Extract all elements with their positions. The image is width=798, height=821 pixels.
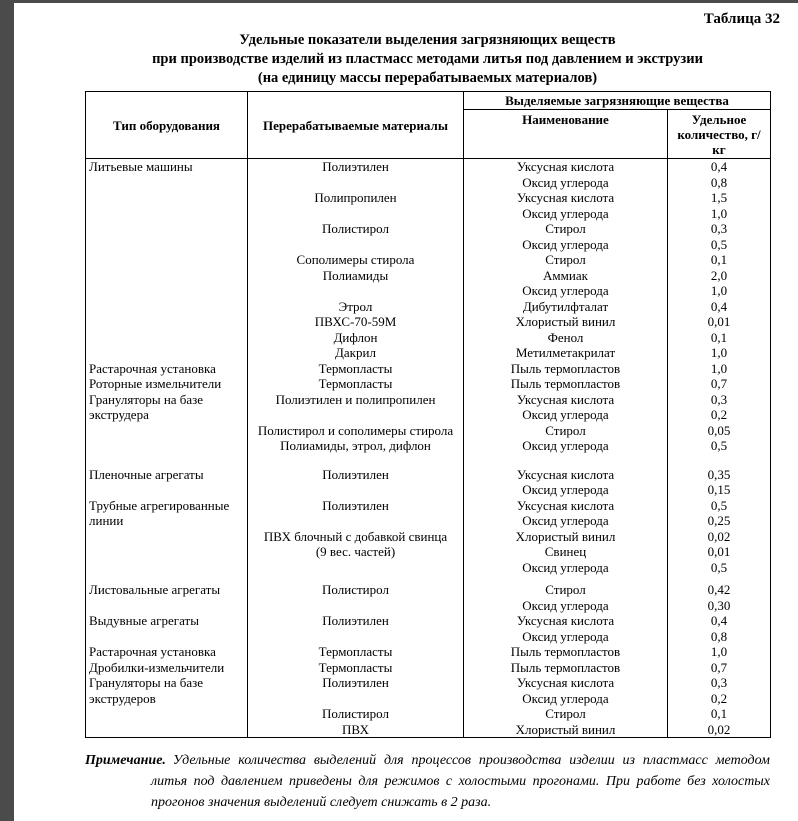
substance-cell: Оксид углерода [464,438,668,454]
equipment-cell: экструдеров [86,691,248,707]
equipment-cell [86,598,248,614]
substance-cell: Пыль термопластов [464,660,668,676]
equipment-cell: Грануляторы на базе [86,392,248,408]
table-row [86,299,771,315]
substance-cell: Хлористый винил [464,529,668,545]
amount-cell: 1,0 [668,206,771,222]
substance-cell: Оксид углерода [464,560,668,576]
substance-cell: Стирол [464,221,668,237]
substance-cell: Стирол [464,582,668,598]
emissions-table-body [86,159,771,738]
table-row [86,221,771,237]
spacer-row [86,575,771,582]
amount-cell: 0,7 [668,376,771,392]
header-specific-amount: Удельное количество, г/кг [668,110,771,159]
amount-cell: 1,0 [668,283,771,299]
material-cell: Термопласты [248,376,464,392]
amount-cell: 0,5 [668,498,771,514]
amount-cell: 0,5 [668,438,771,454]
substance-cell: Пыль термопластов [464,644,668,660]
amount-cell: 0,02 [668,722,771,738]
amount-cell: 0,42 [668,582,771,598]
amount-cell: 0,01 [668,314,771,330]
table-row [86,206,771,222]
material-cell: Термопласты [248,660,464,676]
material-cell: Полиэтилен [248,159,464,175]
equipment-cell [86,544,248,560]
amount-cell: 0,1 [668,330,771,346]
substance-cell: Стирол [464,423,668,439]
footnote [85,750,770,813]
material-cell: Дифлон [248,330,464,346]
material-cell: Полиэтилен и полипропилен [248,392,464,408]
table-row [86,330,771,346]
amount-cell: 0,30 [668,598,771,614]
equipment-cell: Растарочная установка [86,644,248,660]
substance-cell: Оксид углерода [464,598,668,614]
material-cell [248,407,464,423]
header-pollutants-group: Выделяемые загрязняющие вещества [464,92,771,110]
substance-cell: Пыль термопластов [464,361,668,377]
substance-cell: Уксусная кислота [464,190,668,206]
equipment-cell [86,299,248,315]
amount-cell: 0,4 [668,613,771,629]
table-row [86,361,771,377]
equipment-cell [86,706,248,722]
substance-cell: Пыль термопластов [464,376,668,392]
substance-cell: Метилметакрилат [464,345,668,361]
substance-cell: Уксусная кислота [464,675,668,691]
material-cell [248,482,464,498]
equipment-cell [86,438,248,454]
equipment-cell: Роторные измельчители [86,376,248,392]
equipment-cell: Трубные агрегированные [86,498,248,514]
viewer-left-edge [0,0,14,821]
equipment-cell [86,268,248,284]
substance-cell: Стирол [464,706,668,722]
equipment-cell [86,345,248,361]
material-cell: Полиамиды [248,268,464,284]
substance-cell: Оксид углерода [464,237,668,253]
spacer-cell [668,454,771,467]
equipment-cell [86,330,248,346]
spacer-cell [668,575,771,582]
equipment-cell [86,482,248,498]
header-equipment-type: Тип оборудования [86,92,248,159]
spacer-cell [464,454,668,467]
table-row [86,438,771,454]
material-cell: ПВХ блочный с добавкой свинца [248,529,464,545]
amount-cell: 0,2 [668,691,771,707]
amount-cell: 0,2 [668,407,771,423]
substance-cell: Оксид углерода [464,407,668,423]
substance-cell: Аммиак [464,268,668,284]
table-row [86,675,771,691]
substance-cell: Уксусная кислота [464,159,668,175]
substance-cell: Оксид углерода [464,206,668,222]
amount-cell: 1,0 [668,345,771,361]
amount-cell: 0,15 [668,482,771,498]
amount-cell: 0,35 [668,467,771,483]
equipment-cell [86,722,248,738]
amount-cell: 0,4 [668,299,771,315]
document-title-line-3: (на единицу массы перерабатываемых материалов) [257,70,598,86]
equipment-cell [86,190,248,206]
table-row [86,691,771,707]
substance-cell: Хлористый винил [464,314,668,330]
header-processed-materials: Перерабатываемые материалы [248,92,464,159]
amount-cell: 0,02 [668,529,771,545]
material-cell: Полиамиды, этрол, дифлон [248,438,464,454]
substance-cell: Оксид углерода [464,691,668,707]
table-row [86,376,771,392]
amount-cell: 0,7 [668,660,771,676]
table-row [86,283,771,299]
table-row [86,498,771,514]
spacer-cell [86,454,248,467]
material-cell: Полиэтилен [248,613,464,629]
table-row [86,268,771,284]
amount-cell: 0,25 [668,513,771,529]
table-row [86,629,771,645]
amount-cell: 1,0 [668,361,771,377]
material-cell: Полиэтилен [248,675,464,691]
table-row [86,190,771,206]
amount-cell: 0,3 [668,221,771,237]
substance-cell: Фенол [464,330,668,346]
material-cell: Термопласты [248,361,464,377]
footnote-text: Удельные количества выделений для процессов производства изделии из пластмасс методом литья под давлением приведены для режимов с холостыми прогонами. При работе без холостых прогонов значения выделений следует снижать в 2 раза. [151,753,770,810]
equipment-cell: линии [86,513,248,529]
material-cell: Термопласты [248,644,464,660]
substance-cell: Оксид углерода [464,629,668,645]
material-cell: Полиэтилен [248,498,464,514]
spacer-cell [248,575,464,582]
spacer-cell [248,454,464,467]
equipment-cell [86,175,248,191]
equipment-cell [86,529,248,545]
amount-cell: 2,0 [668,268,771,284]
equipment-cell: экструдера [86,407,248,423]
emissions-table [85,91,771,738]
spacer-cell [464,575,668,582]
spacer-row [86,454,771,467]
table-row [86,345,771,361]
substance-cell: Уксусная кислота [464,467,668,483]
material-cell [248,598,464,614]
substance-cell: Оксид углерода [464,513,668,529]
table-row [86,598,771,614]
table-row [86,159,771,175]
material-cell: Дакрил [248,345,464,361]
table-row [86,706,771,722]
amount-cell: 0,3 [668,392,771,408]
amount-cell: 1,5 [668,190,771,206]
table-row [86,529,771,545]
amount-cell: 0,05 [668,423,771,439]
equipment-cell [86,629,248,645]
table-row [86,252,771,268]
amount-cell: 0,01 [668,544,771,560]
material-cell [248,629,464,645]
equipment-cell [86,560,248,576]
equipment-cell: Литьевые машины [86,159,248,175]
equipment-cell [86,252,248,268]
material-cell [248,175,464,191]
substance-cell: Оксид углерода [464,175,668,191]
table-number-label: Таблица 32 [703,11,780,27]
table-row [86,613,771,629]
substance-cell: Уксусная кислота [464,613,668,629]
material-cell: Полиэтилен [248,467,464,483]
equipment-cell [86,283,248,299]
material-cell [248,237,464,253]
amount-cell: 0,8 [668,175,771,191]
substance-cell: Дибутилфталат [464,299,668,315]
table-row [86,560,771,576]
amount-cell: 0,5 [668,560,771,576]
equipment-cell: Пленочные агрегаты [86,467,248,483]
substance-cell: Оксид углерода [464,482,668,498]
material-cell: ПВХС-70-59М [248,314,464,330]
equipment-cell: Грануляторы на базе [86,675,248,691]
material-cell [248,560,464,576]
material-cell [248,691,464,707]
table-row [86,482,771,498]
document-title-line-2: при производстве изделий из пластмасс методами литья под давлением и экструзии [152,51,703,67]
amount-cell: 0,8 [668,629,771,645]
table-row [86,423,771,439]
amount-cell: 0,1 [668,252,771,268]
material-cell: Полистирол [248,221,464,237]
amount-cell: 1,0 [668,644,771,660]
substance-cell: Уксусная кислота [464,498,668,514]
equipment-cell [86,237,248,253]
material-cell: Сополимеры стирола [248,252,464,268]
material-cell: ПВХ [248,722,464,738]
substance-cell: Уксусная кислота [464,392,668,408]
material-cell: Этрол [248,299,464,315]
amount-cell: 0,5 [668,237,771,253]
material-cell: Полипропилен [248,190,464,206]
amount-cell: 0,3 [668,675,771,691]
material-cell [248,206,464,222]
table-row [86,175,771,191]
material-cell: Полистирол [248,582,464,598]
table-row [86,467,771,483]
equipment-cell: Растарочная установка [86,361,248,377]
table-row [86,660,771,676]
material-cell [248,283,464,299]
table-row [86,722,771,738]
table-row [86,237,771,253]
table-row [86,513,771,529]
table-row [86,314,771,330]
table-row [86,582,771,598]
equipment-cell [86,423,248,439]
material-cell [248,513,464,529]
equipment-cell: Дробилки-измельчители [86,660,248,676]
material-cell: Полистирол [248,706,464,722]
equipment-cell [86,221,248,237]
equipment-cell [86,206,248,222]
spacer-cell [86,575,248,582]
table-row [86,644,771,660]
material-cell: Полистирол и сополимеры стирола [248,423,464,439]
equipment-cell [86,314,248,330]
substance-cell: Стирол [464,252,668,268]
substance-cell: Хлористый винил [464,722,668,738]
table-row [86,392,771,408]
substance-cell: Свинец [464,544,668,560]
material-cell: (9 вес. частей) [248,544,464,560]
emissions-table-header [86,92,771,159]
table-row [86,544,771,560]
equipment-cell: Выдувные агрегаты [86,613,248,629]
amount-cell: 0,1 [668,706,771,722]
amount-cell: 0,4 [668,159,771,175]
header-pollutant-name: Наименование [464,110,668,159]
substance-cell: Оксид углерода [464,283,668,299]
table-row [86,407,771,423]
footnote-label: Примечание. [85,753,166,768]
equipment-cell: Листовальные агрегаты [86,582,248,598]
document-content [85,3,780,813]
document-title-line-1: Удельные показатели выделения загрязняющих веществ [239,32,616,48]
